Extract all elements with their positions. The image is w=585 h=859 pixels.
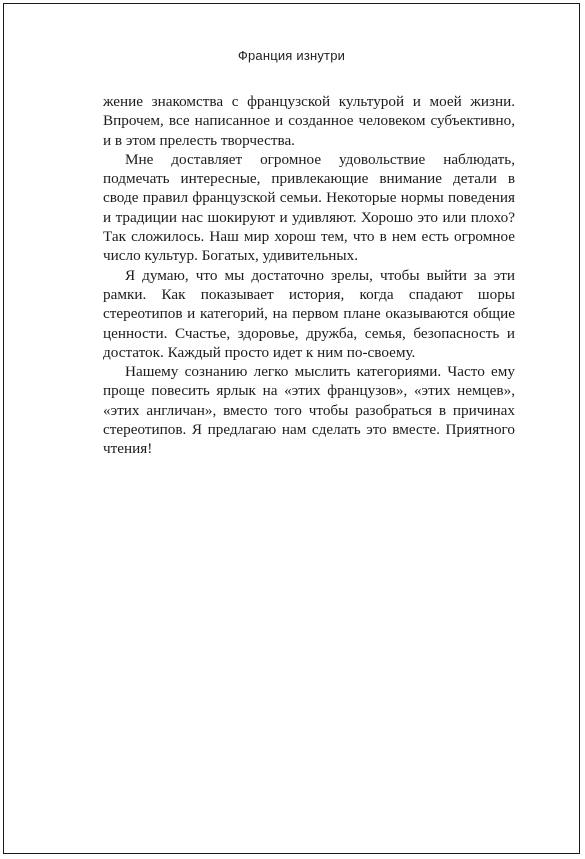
book-page [3, 3, 580, 854]
running-head: Франция изнутри [237, 48, 346, 63]
paragraph: Я думаю, что мы достаточно зрелы, чтобы выйти за эти рамки. Как показывает история, когда спадают шоры стереотипов и категорий, на первом плане оказываются общие ценности. Счастье, здоровье, дружба, семья, безопасность и достаток. Каждый просто идет к ним по-своему. [103, 266, 515, 361]
paragraph: Нашему сознанию легко мыслить категориями. Часто ему проще повесить ярлык на «этих французов», «этих немцев», «этих англичан», вместо того чтобы разобраться в причинах стереотипов. Я предлагаю нам сделать это вместе. Приятного чтения! [103, 363, 515, 458]
paragraph-continuation: жение знакомства с французской культурой и моей жизни. Впрочем, все написанное и созданное человеком субъективно, и в этом прелесть творчества. [103, 93, 515, 149]
paragraph: Мне доставляет огромное удовольствие наблюдать, подмечать интересные, привлекающие внимание детали в своде правил французской семьи. Некоторые нормы поведения и традиции нас шокируют и удивляют. Хорошо это или плохо? Так сложилось. Наш мир хорош тем, что в нем есть огромное число культур. Богатых, удивительных. [103, 150, 515, 265]
body-text [103, 92, 515, 459]
